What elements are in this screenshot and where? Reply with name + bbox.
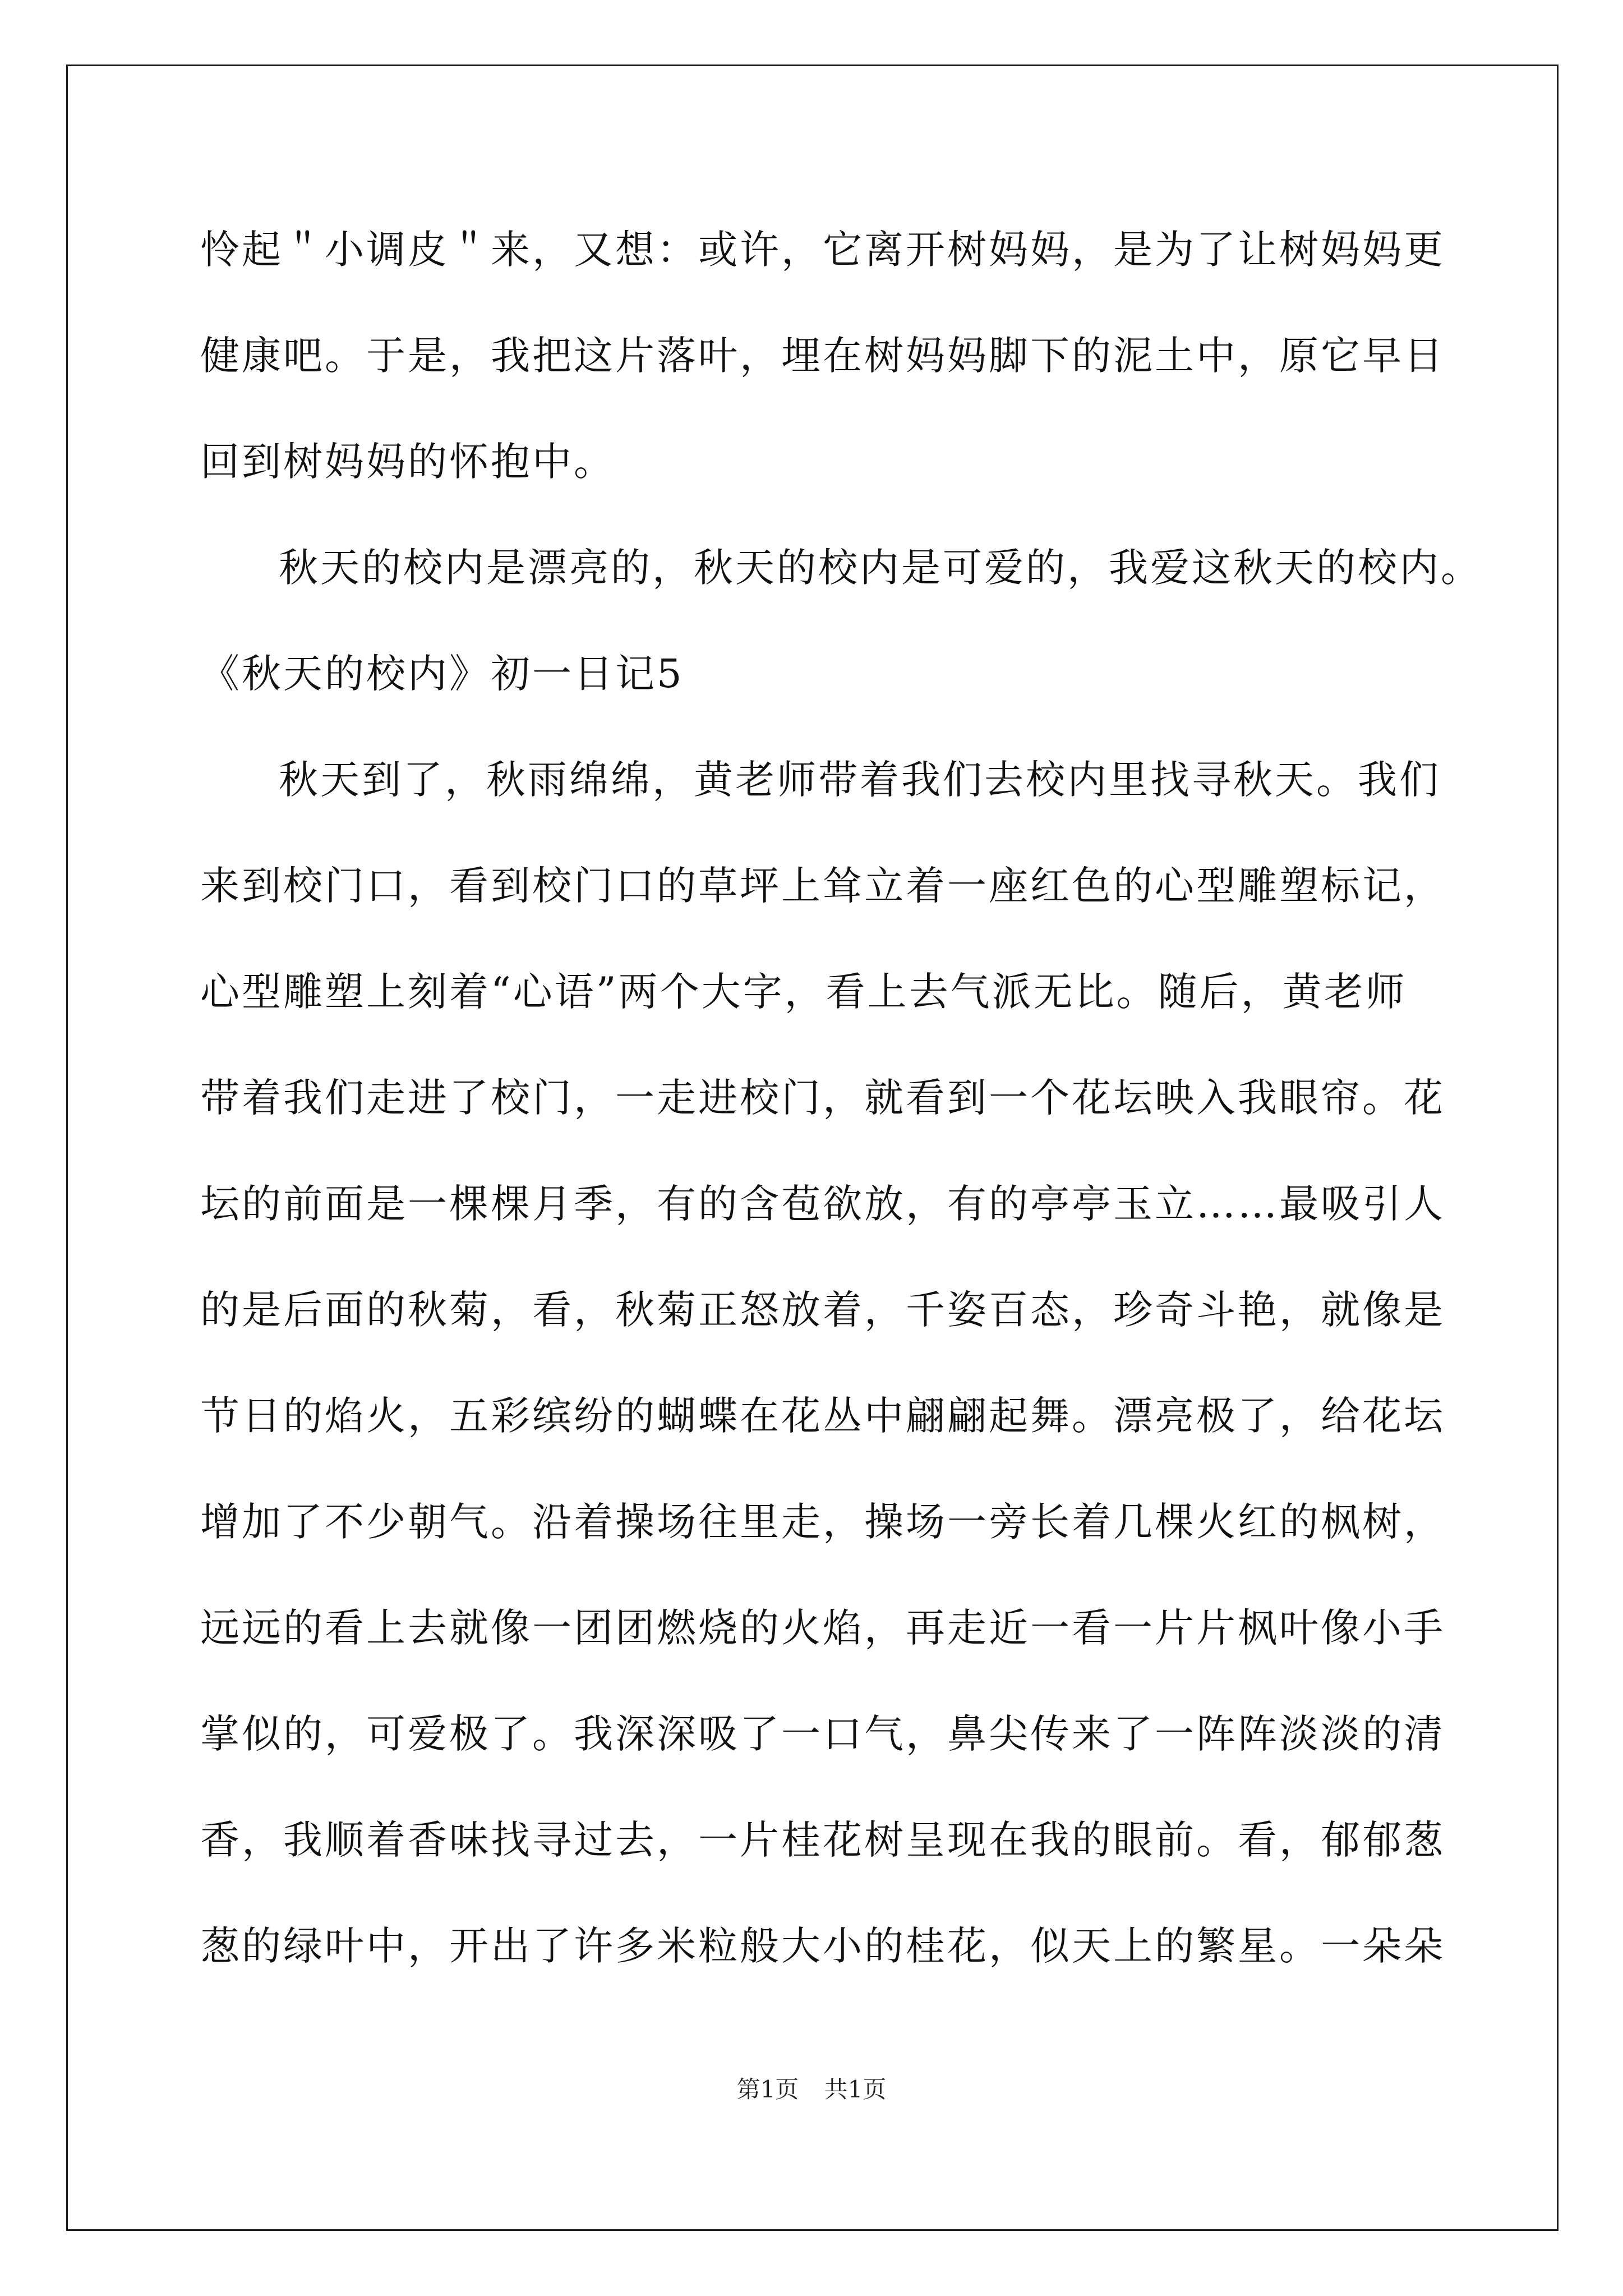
text-line: 《秋天的校内》初一日记5 [200,651,684,697]
page-number-current: 第1页 [736,2076,799,2103]
text-line: 带着我们走进了校门，一走进校门，就看到一个花坛映入我眼帘。花 [200,1075,1445,1121]
text-line: 心型雕塑上刻着“心语”两个大字，看上去气派无比。随后，黄老师 [200,969,1407,1015]
text-line: 掌似的，可爱极了。我深深吸了一口气，鼻尖传来了一阵阵淡淡的清 [200,1711,1445,1757]
text-line: 怜起＂小调皮＂来，又想：或许，它离开树妈妈，是为了让树妈妈更 [200,227,1445,273]
text-line: 增加了不少朝气。沿着操场往里走，操场一旁长着几棵火红的枫树， [200,1499,1445,1545]
text-line: 节日的焰火，五彩缤纷的蝴蝶在花丛中翩翩起舞。漂亮极了，给花坛 [200,1393,1445,1439]
text-line: 秋天到了，秋雨绵绵，黄老师带着我们去校内里找寻秋天。我们 [279,757,1441,803]
text-line: 来到校门口，看到校门口的草坪上耸立着一座红色的心型雕塑标记， [200,863,1445,909]
text-line: 回到树妈妈的怀抱中。 [200,439,615,485]
document-body [200,216,1482,2018]
text-line: 秋天的校内是漂亮的，秋天的校内是可爱的，我爱这秋天的校内。 [279,545,1482,591]
text-line: 坛的前面是一棵棵月季，有的含苞欲放，有的亭亭玉立……最吸引人 [200,1181,1445,1227]
text-line: 的是后面的秋菊，看，秋菊正怒放着，千姿百态，珍奇斗艳，就像是 [200,1287,1445,1333]
text-line: 葱的绿叶中，开出了许多米粒般大小的桂花，似天上的繁星。一朵朵 [200,1923,1445,1969]
page-number-total: 共1页 [824,2076,887,2103]
text-line: 健康吧。于是，我把这片落叶，埋在树妈妈脚下的泥土中，原它早日 [200,333,1445,379]
page-footer [0,2073,1623,2106]
text-line: 远远的看上去就像一团团燃烧的火焰，再走近一看一片片枫叶像小手 [200,1605,1445,1651]
text-line: 香，我顺着香味找寻过去，一片桂花树呈现在我的眼前。看，郁郁葱 [200,1817,1445,1863]
